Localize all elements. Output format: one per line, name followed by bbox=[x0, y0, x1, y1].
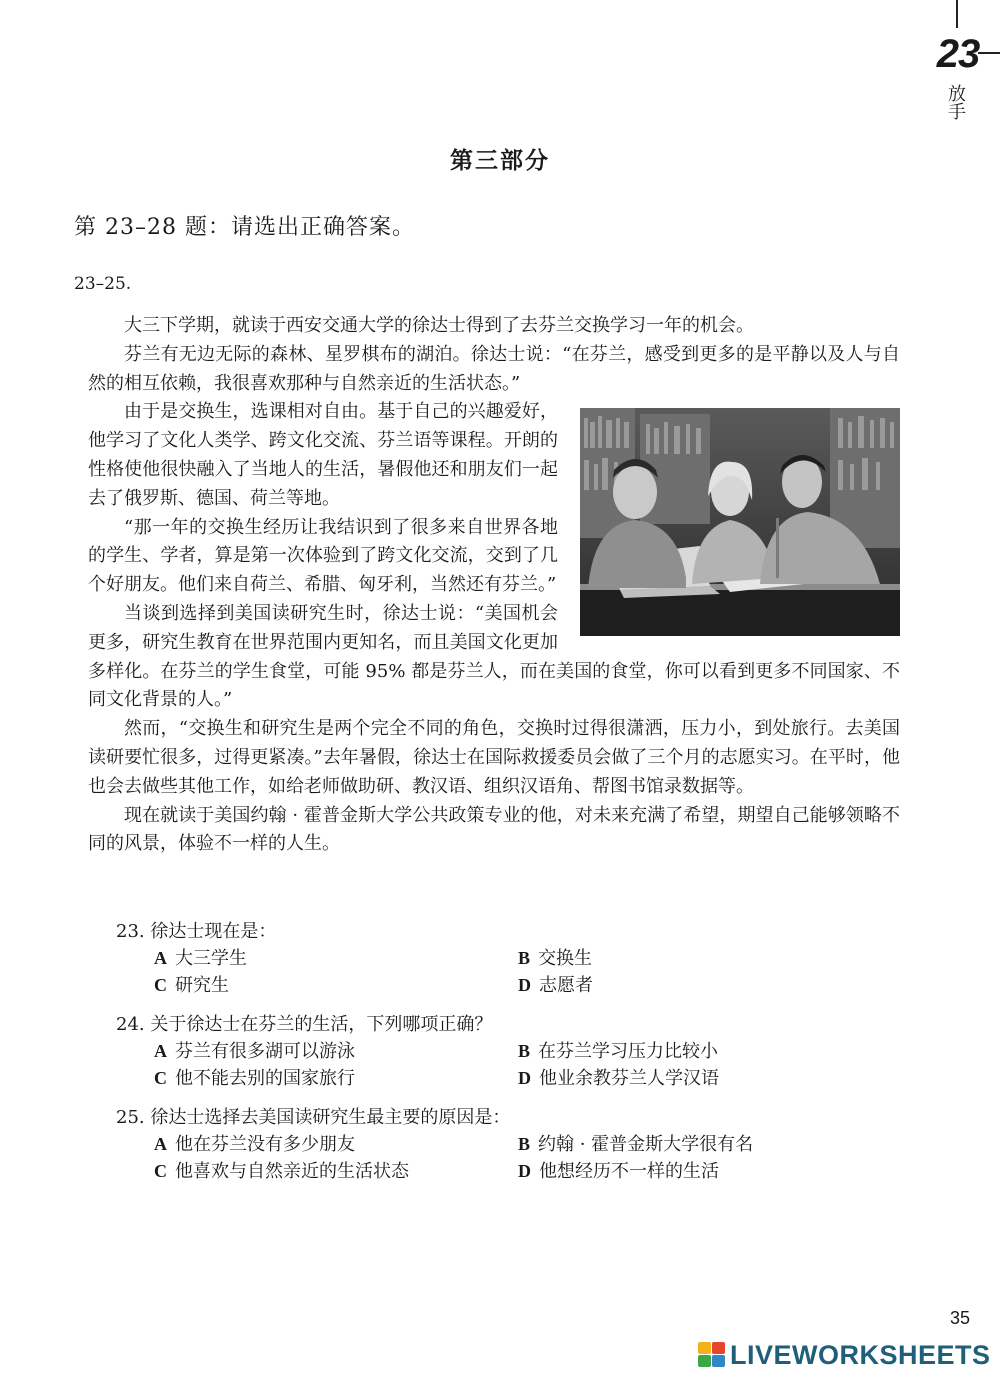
passage-paragraph: 现在就读于美国约翰 · 霍普金斯大学公共政策专业的他，对未来充满了希望，期望自己能够领略不同的风景，体验不一样的人生。 bbox=[88, 804, 900, 855]
answer-options bbox=[154, 1131, 836, 1185]
option-b[interactable]: B 交换生 bbox=[518, 948, 593, 969]
option-b[interactable]: B 约翰 · 霍普金斯大学很有名 bbox=[518, 1134, 754, 1155]
option-b[interactable]: B 在芬兰学习压力比较小 bbox=[518, 1041, 719, 1062]
instruction: 第 23–28 题：请选出正确答案。 bbox=[74, 215, 415, 240]
question-25 bbox=[116, 1104, 836, 1185]
question-stem: 25. 徐达士选择去美国读研究生最主要的原因是： bbox=[116, 1107, 511, 1128]
option-c[interactable]: C 他喜欢与自然亲近的生活状态 bbox=[154, 1161, 409, 1182]
passage-paragraph: 由于是交换生，选课相对自由。基于自己的兴趣爱好，他学习了文化人类学、跨文化交流、芬兰语等课程。开朗的性格使他很快融入了当地人的生活，暑假他还和朋友们一起去了俄罗斯、德国、荷兰等地。 bbox=[88, 401, 558, 509]
question-stem: 23. 徐达士现在是： bbox=[116, 921, 277, 942]
option-d[interactable]: D 志愿者 bbox=[518, 975, 593, 996]
students-library-photo bbox=[580, 408, 900, 636]
chapter-title: 放手 bbox=[945, 84, 966, 120]
passage-paragraph: 当谈到选择到美国读研究生时，徐达士说：“美国机会更多，研究生教育在世界范围内更知名，而且美国文化更加多样化。在芬兰的学生食堂，可能 95% 都是芬兰人，而在美国的食堂，你可以看到更多不同国家、不同文化背景的人。” bbox=[88, 602, 900, 711]
section-title: 第三部分 bbox=[450, 148, 550, 174]
answer-options bbox=[154, 1038, 836, 1092]
page-number: 35 bbox=[949, 1308, 970, 1328]
passage-paragraph: “那一年的交换生经历让我结识到了很多来自世界各地的学生、学者，算是第一次体验到了跨文化交流，交到了几个好朋友。他们来自荷兰、希腊、匈牙利，当然还有芬兰。” bbox=[88, 516, 558, 596]
option-a[interactable]: A 大三学生 bbox=[154, 948, 247, 969]
brand-name: LIVEWORKSHEETS bbox=[730, 1339, 991, 1370]
question-list bbox=[116, 918, 836, 1197]
option-a[interactable]: A 芬兰有很多湖可以游泳 bbox=[154, 1041, 355, 1062]
question-24 bbox=[116, 1011, 836, 1092]
passage-paragraph: 然而，“交换生和研究生是两个完全不同的角色，交换时过得很潇洒，压力小，到处旅行。去美国读研要忙很多，过得更紧凑。”去年暑假，徐达士在国际救援委员会做了三个月的志愿实习。在平时，他也会去做些其他工作，如给老师做助研、教汉语、组织汉语角、帮图书馆录数据等。 bbox=[88, 718, 900, 797]
reading-passage bbox=[88, 312, 900, 859]
liveworksheets-brand[interactable] bbox=[698, 1340, 991, 1370]
passage-paragraph: 大三下学期，就读于西安交通大学的徐达士得到了去芬兰交换学习一年的机会。 bbox=[124, 315, 754, 336]
option-c[interactable]: C 研究生 bbox=[154, 975, 229, 996]
question-range: 23–25. bbox=[74, 274, 132, 294]
liveworksheets-logo-icon bbox=[698, 1342, 726, 1368]
passage-paragraph: 芬兰有无边无际的森林、星罗棋布的湖泊。徐达士说：“在芬兰，感受到更多的是平静以及人与自然的相互依赖，我很喜欢那种与自然亲近的生活状态。” bbox=[88, 343, 900, 394]
option-c[interactable]: C 他不能去别的国家旅行 bbox=[154, 1068, 355, 1089]
chapter-number: 23 bbox=[936, 32, 980, 76]
chapter-tab-divider bbox=[956, 0, 958, 28]
option-a[interactable]: A 他在芬兰没有多少朋友 bbox=[154, 1134, 355, 1155]
question-stem: 24. 关于徐达士在芬兰的生活，下列哪项正确？ bbox=[116, 1014, 493, 1035]
photo-container bbox=[580, 408, 900, 636]
answer-options bbox=[154, 945, 836, 999]
option-d[interactable]: D 他业余教芬兰人学汉语 bbox=[518, 1068, 719, 1089]
option-d[interactable]: D 他想经历不一样的生活 bbox=[518, 1161, 719, 1182]
question-23 bbox=[116, 918, 836, 999]
